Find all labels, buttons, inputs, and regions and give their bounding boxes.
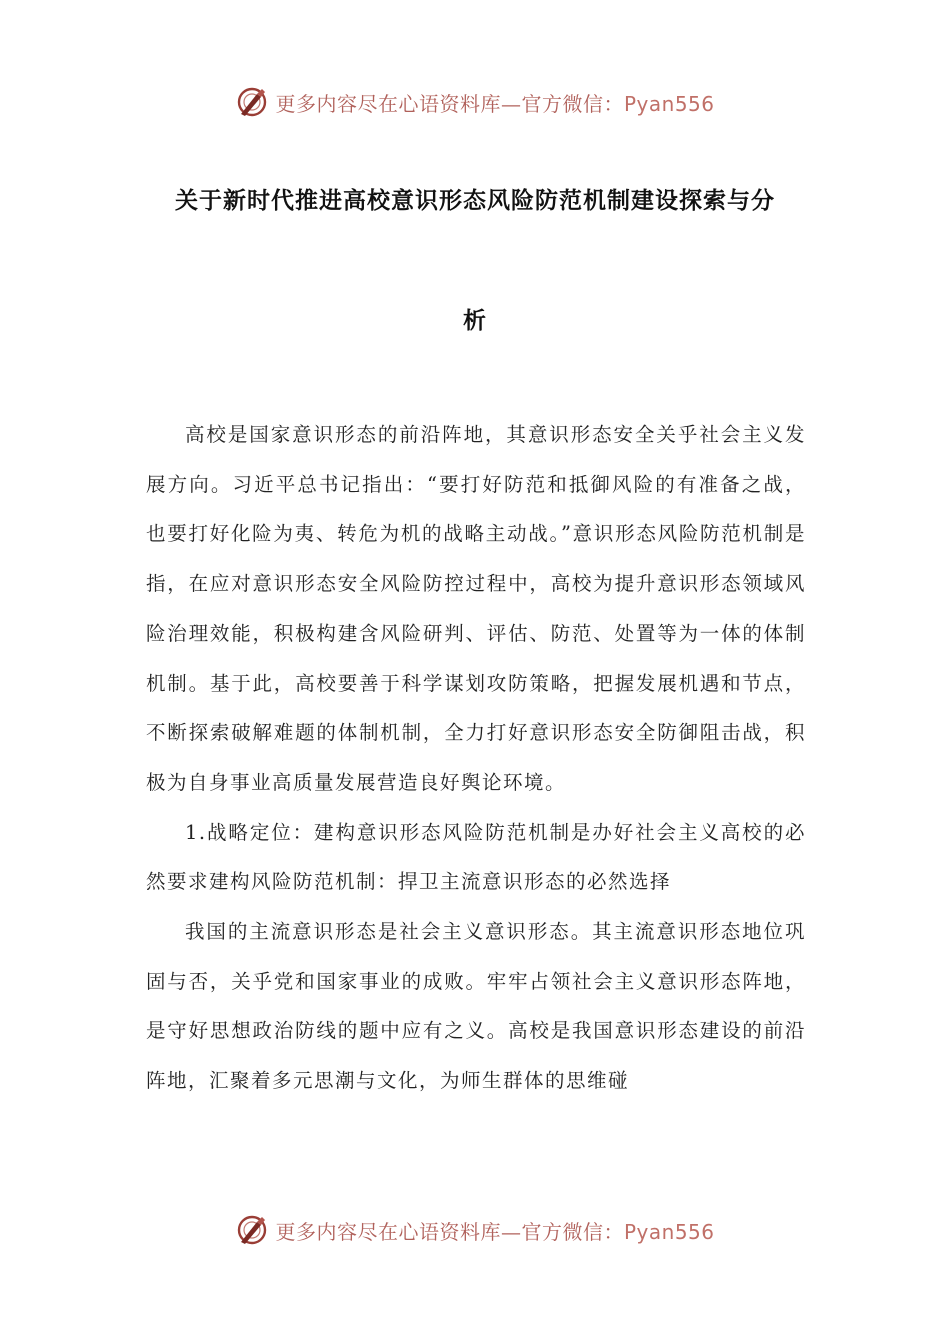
paragraph-mainstream-ideology: 我国的主流意识形态是社会主义意识形态。其主流意识形态地位巩固与否，关乎党和国家事业的成败。牢牢占领社会主义意识形态阵地，是守好思想政治防线的题中应有之义。高校是我国意识形态建设的前沿阵地，汇聚着多元思潮与文化，为师生群体的思维碰 xyxy=(146,920,806,1093)
watermark-text xyxy=(275,1216,714,1245)
footer-watermark xyxy=(0,1208,950,1252)
watermark-text xyxy=(275,88,714,117)
document-body xyxy=(146,410,806,1106)
pen-circle-logo-icon xyxy=(235,1213,269,1247)
watermark-label: 更多内容尽在心语资料库—官方微信： xyxy=(275,1219,624,1244)
document-title-line-1: 关于新时代推进高校意识形态风险防范机制建设探索与分 xyxy=(175,188,775,214)
watermark-label: 更多内容尽在心语资料库—官方微信： xyxy=(275,91,624,116)
paragraph-section-heading: 1.战略定位：建构意识形态风险防范机制是办好社会主义高校的必然要求建构风险防范机制：捍卫主流意识形态的必然选择 xyxy=(146,820,806,894)
watermark-handle: Pyan556 xyxy=(623,91,715,116)
header-watermark xyxy=(0,80,950,124)
pen-circle-logo-icon xyxy=(235,85,269,119)
paragraph-intro: 高校是国家意识形态的前沿阵地，其意识形态安全关乎社会主义发展方向。习近平总书记指出：“要打好防范和抵御风险的有准备之战，也要打好化险为夷、转危为机的战略主动战。”意识形态风险防范机制是指，在应对意识形态安全风险防控过程中，高校为提升意识形态领域风险治理效能，积极构建含风险研判、评估、防范、处置等为一体的体制机制。基于此，高校要善于科学谋划攻防策略，把握发展机遇和节点，不断探索破解难题的体制机制，全力打好意识形态安全防御阻击战，积极为自身事业高质量发展营造良好舆论环境。 xyxy=(146,423,806,794)
document-title-line-2: 析 xyxy=(463,308,487,334)
watermark-handle: Pyan556 xyxy=(623,1219,715,1244)
